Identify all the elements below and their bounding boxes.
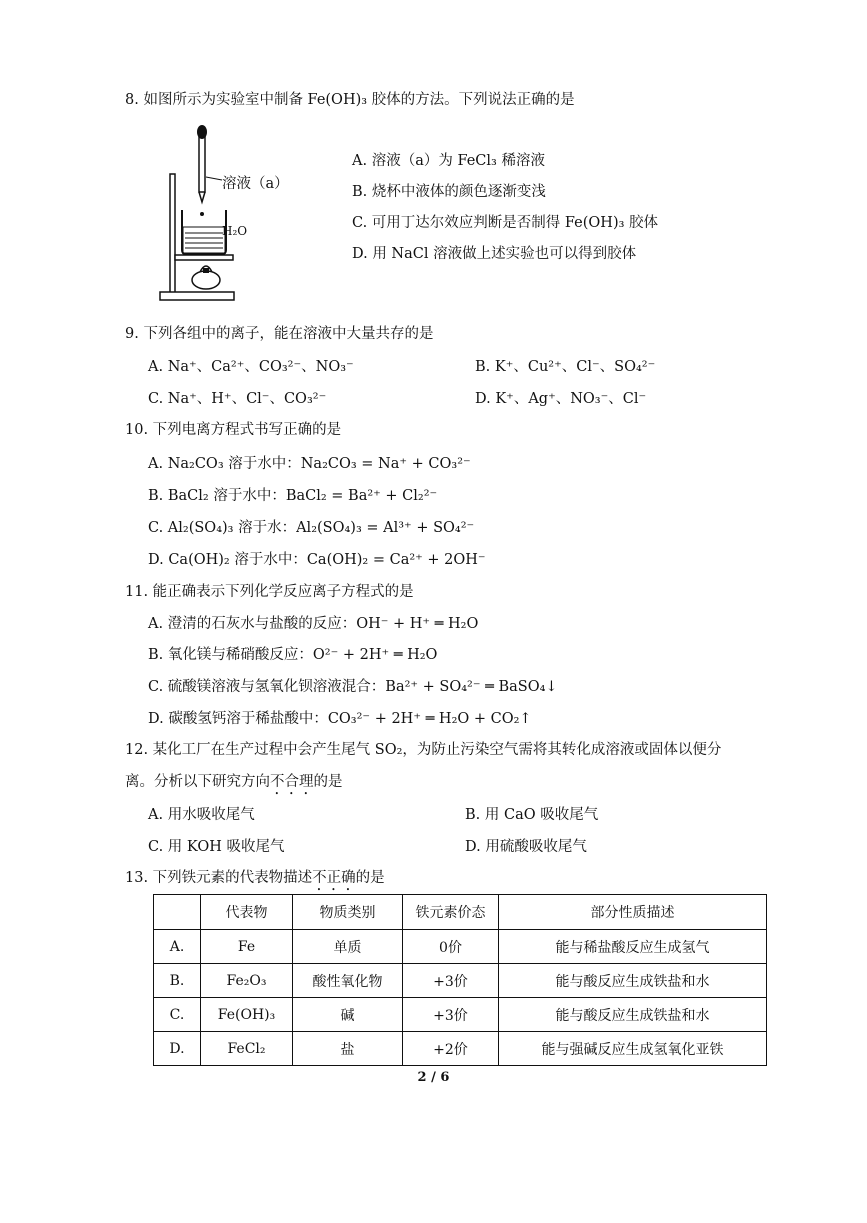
table-cell: C.	[154, 998, 201, 1032]
table-header-cell: 部分性质描述	[499, 895, 767, 930]
q8-option-b: B. 烧杯中液体的颜色逐渐变浅	[352, 184, 546, 200]
table-cell: D.	[154, 1032, 201, 1066]
stand-base	[160, 292, 234, 300]
q12-option-a: A. 用水吸收尾气	[148, 807, 255, 823]
table-cell: +3价	[403, 964, 499, 998]
table-cell: 能与稀盐酸反应生成氢气	[499, 930, 767, 964]
table-cell: Fe₂O₃	[201, 964, 293, 998]
q8-stem: 8. 如图所示为实验室中制备 Fe(OH)₃ 胶体的方法。下列说法正确的是	[125, 92, 575, 108]
q11-stem: 11. 能正确表示下列化学反应离子方程式的是	[125, 584, 414, 600]
q12-option-d: D. 用硫酸吸收尾气	[465, 839, 587, 855]
table-row	[154, 930, 767, 964]
table-row	[154, 1032, 767, 1066]
q9-option-d: D. K⁺、Ag⁺、NO₃⁻、Cl⁻	[475, 391, 647, 407]
table-cell: A.	[154, 930, 201, 964]
q12-stem-line2: 离。分析以下研究方向不合理的是	[125, 774, 343, 790]
table-cell: 能与酸反应生成铁盐和水	[499, 998, 767, 1032]
q9-option-a: A. Na⁺、Ca²⁺、CO₃²⁻、NO₃⁻	[148, 359, 354, 375]
q10-option-a: A. Na₂CO₃ 溶于水中：Na₂CO₃ = Na⁺ + CO₃²⁻	[148, 456, 471, 472]
alcohol-lamp-icon	[192, 266, 220, 289]
q8-option-a: A. 溶液（a）为 FeCl₃ 稀溶液	[352, 153, 545, 169]
diagram-label-h2o: H₂O	[222, 224, 248, 238]
table-header-cell	[154, 895, 201, 930]
table-cell: 酸性氧化物	[293, 964, 403, 998]
q11-option-d: D. 碳酸氢钙溶于稀盐酸中：CO₃²⁻ + 2H⁺ ═ H₂O + CO₂↑	[148, 711, 532, 727]
q12-option-b: B. 用 CaO 吸收尾气	[465, 807, 599, 823]
dropper-icon	[197, 125, 207, 202]
table-cell: +2价	[403, 1032, 499, 1066]
table-header-row	[154, 895, 767, 930]
table-cell: FeCl₂	[201, 1032, 293, 1066]
table-cell: 单质	[293, 930, 403, 964]
table-cell: 能与酸反应生成铁盐和水	[499, 964, 767, 998]
q10-option-c: C. Al₂(SO₄)₃ 溶于水：Al₂(SO₄)₃ = Al³⁺ + SO₄²⁻	[148, 520, 475, 536]
q13-stem: 13. 下列铁元素的代表物描述不正确的是	[125, 870, 385, 886]
q10-stem: 10. 下列电离方程式书写正确的是	[125, 422, 342, 438]
q8-option-d: D. 用 NaCl 溶液做上述实验也可以得到胶体	[352, 246, 637, 262]
table-row	[154, 964, 767, 998]
table-cell: Fe	[201, 930, 293, 964]
q12-stem-line1: 12. 某化工厂在生产过程中会产生尾气 SO₂，为防止污染空气需将其转化成溶液或固体以便分	[125, 742, 722, 758]
colloid-apparatus-diagram	[140, 122, 240, 304]
table-cell: 0价	[403, 930, 499, 964]
q8-option-c: C. 可用丁达尔效应判断是否制得 Fe(OH)₃ 胶体	[352, 215, 659, 231]
stand-rod	[170, 174, 175, 296]
beaker-icon	[182, 210, 226, 254]
table-header-cell: 物质类别	[293, 895, 403, 930]
q11-option-c: C. 硫酸镁溶液与氢氧化钡溶液混合：Ba²⁺ + SO₄²⁻ ═ BaSO₄↓	[148, 679, 558, 695]
q12-emphasis: 不合理	[270, 774, 314, 790]
q11-option-a: A. 澄清的石灰水与盐酸的反应：OH⁻ + H⁺ ═ H₂O	[148, 616, 479, 632]
q13-emphasis: 不正确	[312, 870, 356, 886]
diagram-label-solution-a: 溶液（a）	[222, 176, 289, 192]
q10-option-b: B. BaCl₂ 溶于水中：BaCl₂ = Ba²⁺ + Cl₂²⁻	[148, 488, 438, 504]
q9-option-b: B. K⁺、Cu²⁺、Cl⁻、SO₄²⁻	[475, 359, 656, 375]
table-cell: Fe(OH)₃	[201, 998, 293, 1032]
page-number: 2 / 6	[417, 1070, 450, 1085]
table-cell: B.	[154, 964, 201, 998]
table-cell: 盐	[293, 1032, 403, 1066]
q9-option-c: C. Na⁺、H⁺、Cl⁻、CO₃²⁻	[148, 391, 327, 407]
table-cell: 能与强碱反应生成氢氧化亚铁	[499, 1032, 767, 1066]
table-header-cell: 代表物	[201, 895, 293, 930]
q11-option-b: B. 氧化镁与稀硝酸反应：O²⁻ + 2H⁺ ═ H₂O	[148, 647, 438, 663]
q10-option-d: D. Ca(OH)₂ 溶于水中：Ca(OH)₂ = Ca²⁺ + 2OH⁻	[148, 552, 486, 568]
table-row	[154, 998, 767, 1032]
q12-option-c: C. 用 KOH 吸收尾气	[148, 839, 285, 855]
table-cell: +3价	[403, 998, 499, 1032]
table-cell: 碱	[293, 998, 403, 1032]
iron-compounds-table	[153, 894, 767, 1066]
table-header-cell: 铁元素价态	[403, 895, 499, 930]
q9-stem: 9. 下列各组中的离子，能在溶液中大量共存的是	[125, 326, 434, 342]
